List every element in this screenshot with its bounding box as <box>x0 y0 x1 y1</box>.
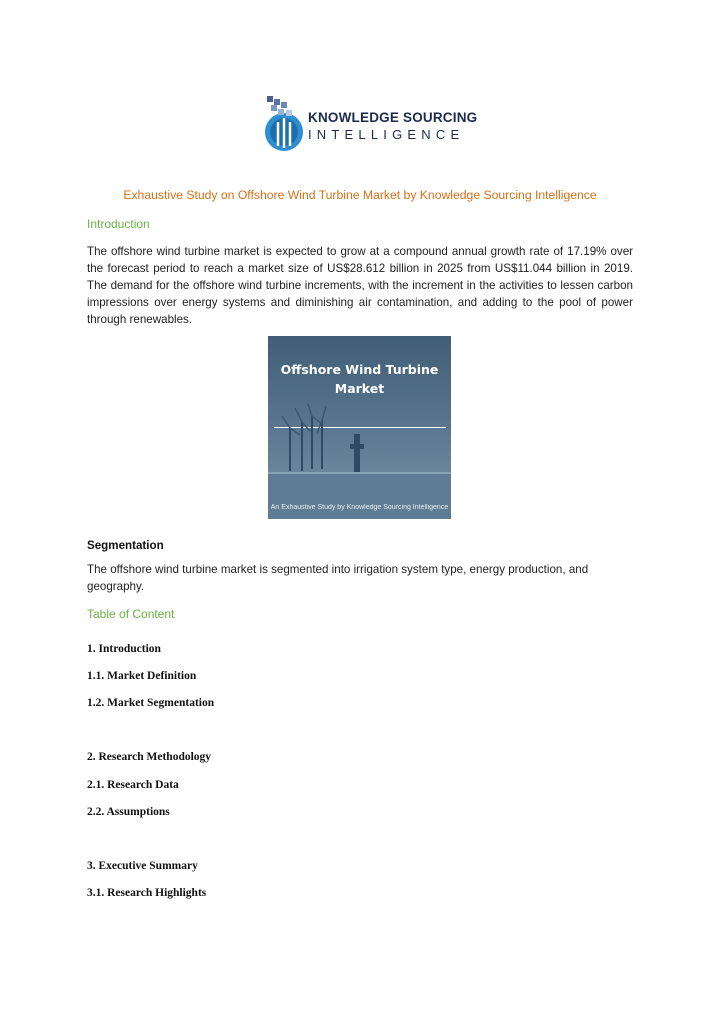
document-title: Exhaustive Study on Offshore Wind Turbine Market by Knowledge Sourcing Intelligence <box>123 188 597 202</box>
introduction-heading: Introduction <box>87 217 150 231</box>
toc-item: 1.1. Market Definition <box>87 670 197 682</box>
wind-turbines-illustration <box>268 336 451 519</box>
introduction-paragraph: The offshore wind turbine market is expected to grow at a compound annual growth rate of 17.19% over the forecast period to reach a market size of US$28.612 billion in 2025 from US$11.044 billion in 2019. The demand for the offshore wind turbine increments, with the increment in the activities to lessen carbon impressions over energy systems and diminishing air contamination, and adding to the pool of power through renewables. <box>87 245 633 326</box>
toc-item: 2. Research Methodology <box>87 751 212 763</box>
logo-mark-icon <box>262 96 306 154</box>
segmentation-heading: Segmentation <box>87 539 164 552</box>
logo-text-line1: KNOWLEDGE SOURCING <box>308 110 478 125</box>
toc-heading: Table of Content <box>87 607 175 621</box>
segmentation-paragraph: The offshore wind turbine market is segmented into irrigation system type, energy production, and geography. <box>87 563 589 593</box>
cover-caption: An Exhaustive Study by Knowledge Sourcing Intelligence <box>270 504 449 511</box>
company-logo <box>262 96 478 154</box>
report-cover-image <box>268 336 451 519</box>
toc-item: 1. Introduction <box>87 643 161 655</box>
logo-text-line2: INTELLIGENCE <box>308 127 465 142</box>
toc-item: 3.1. Research Highlights <box>87 887 207 899</box>
cover-title-line1: Offshore Wind Turbine <box>280 362 439 377</box>
toc-item: 3. Executive Summary <box>87 860 198 872</box>
toc-item: 2.1. Research Data <box>87 779 179 791</box>
toc-item: 1.2. Market Segmentation <box>87 697 215 709</box>
cover-title-line2: Market <box>334 381 385 396</box>
toc-item: 2.2. Assumptions <box>87 806 170 818</box>
